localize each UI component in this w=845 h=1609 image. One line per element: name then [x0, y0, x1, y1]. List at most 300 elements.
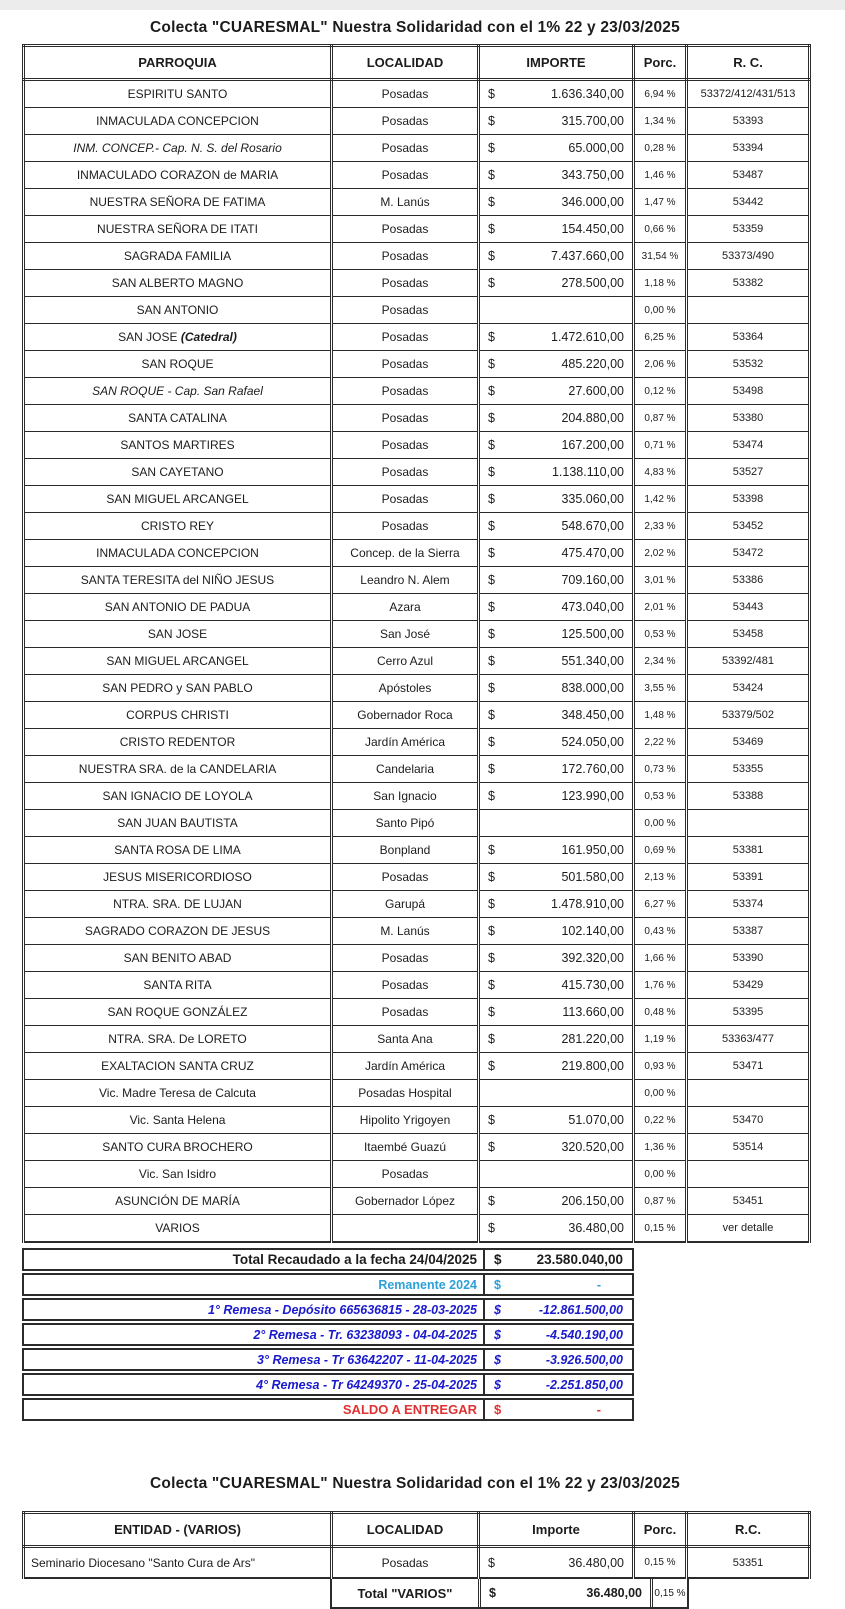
currency-symbol: $ [494, 1327, 501, 1342]
cell-porc: 3,55 % [634, 675, 687, 702]
currency-symbol: $ [494, 1352, 501, 1367]
summary-label: 3° Remesa - Tr 63642207 - 11-04-2025 [24, 1350, 485, 1369]
summary-row [22, 1373, 634, 1396]
amount-value: 278.500,00 [561, 276, 624, 290]
col-header-rc: R. C. [687, 46, 810, 80]
cell-localidad: Posadas [332, 162, 479, 189]
cell-localidad: Posadas [332, 864, 479, 891]
cell-porc: 2,06 % [634, 351, 687, 378]
currency-symbol: $ [488, 411, 495, 425]
cell-localidad: Leandro N. Alem [332, 567, 479, 594]
cell-rc: 53363/477 [687, 1026, 810, 1053]
summary-label: 1° Remesa - Depósito 665636815 - 28-03-2025 [24, 1300, 485, 1319]
cell-parroquia: SAN ROQUE - Cap. San Rafael [24, 378, 332, 405]
cell-localidad: Posadas [332, 432, 479, 459]
col-header-entidad: ENTIDAD - (VARIOS) [24, 1513, 332, 1547]
cell-localidad: Itaembé Guazú [332, 1134, 479, 1161]
summary-label: SALDO A ENTREGAR [24, 1400, 485, 1419]
cell-importe [479, 1215, 634, 1243]
cell-porc: 1,47 % [634, 189, 687, 216]
cell-rc: 53398 [687, 486, 810, 513]
currency-symbol: $ [488, 789, 495, 803]
cell-parroquia: SAGRADO CORAZON DE JESUS [24, 918, 332, 945]
table-row [24, 756, 810, 783]
table-row [24, 1215, 810, 1243]
currency-symbol: $ [489, 1586, 496, 1600]
cell-importe [479, 891, 634, 918]
currency-symbol: $ [488, 843, 495, 857]
cell-rc: 53364 [687, 324, 810, 351]
amount-value: 36.480,00 [568, 1555, 624, 1570]
summary-label: 4° Remesa - Tr 64249370 - 25-04-2025 [24, 1375, 485, 1394]
cell-importe [479, 540, 634, 567]
col-header-rc: R.C. [687, 1513, 810, 1547]
cell-rc: 53532 [687, 351, 810, 378]
cell-porc: 0,00 % [634, 297, 687, 324]
cell-importe [479, 567, 634, 594]
cell-porc: 0,00 % [634, 1080, 687, 1107]
cell-porc: 1,66 % [634, 945, 687, 972]
main-table [22, 44, 811, 1243]
cell-rc [687, 297, 810, 324]
currency-symbol: $ [488, 627, 495, 641]
summary-row [22, 1248, 634, 1271]
cell-localidad: Posadas [332, 324, 479, 351]
cell-porc: 0,28 % [634, 135, 687, 162]
cell-importe [479, 108, 634, 135]
amount-value: 167.200,00 [561, 438, 624, 452]
table-row [24, 540, 810, 567]
cell-localidad: Posadas [332, 1547, 479, 1579]
cell-importe [479, 1080, 634, 1107]
cell-porc: 1,18 % [634, 270, 687, 297]
cell-rc: 53498 [687, 378, 810, 405]
table-row [24, 135, 810, 162]
cell-parroquia: NUESTRA SEÑORA DE FATIMA [24, 189, 332, 216]
cell-importe [479, 594, 634, 621]
cell-importe [479, 675, 634, 702]
currency-symbol: $ [494, 1277, 501, 1292]
cell-importe [479, 513, 634, 540]
currency-symbol: $ [488, 195, 495, 209]
currency-symbol: $ [488, 141, 495, 155]
cell-parroquia: NUESTRA SEÑORA DE ITATI [24, 216, 332, 243]
cell-localidad: Santa Ana [332, 1026, 479, 1053]
cell-parroquia: SAN JUAN BAUTISTA [24, 810, 332, 837]
cell-importe [479, 864, 634, 891]
amount-value: 485.220,00 [561, 357, 624, 371]
summary-label: 2° Remesa - Tr. 63238093 - 04-04-2025 [24, 1325, 485, 1344]
cell-rc: 53514 [687, 1134, 810, 1161]
cell-localidad: Posadas [332, 378, 479, 405]
col-header-porc: Porc. [634, 1513, 687, 1547]
cell-localidad: Posadas [332, 297, 479, 324]
scan-top-strip [0, 0, 845, 10]
cell-parroquia: SANTA ROSA DE LIMA [24, 837, 332, 864]
amount-value: 23.580.040,00 [536, 1252, 623, 1267]
cell-importe [479, 270, 634, 297]
cell-porc: 6,27 % [634, 891, 687, 918]
varios-section [22, 1511, 845, 1609]
currency-symbol: $ [488, 492, 495, 506]
varios-total-importe [481, 1579, 653, 1607]
cell-localidad: Posadas Hospital [332, 1080, 479, 1107]
cell-rc: 53394 [687, 135, 810, 162]
amount-value: 125.500,00 [561, 627, 624, 641]
currency-symbol: $ [488, 87, 495, 101]
cell-localidad: Azara [332, 594, 479, 621]
cell-importe [479, 135, 634, 162]
amount-value: 1.636.340,00 [551, 87, 624, 101]
cell-porc: 1,42 % [634, 486, 687, 513]
amount-value: 392.320,00 [561, 951, 624, 965]
amount-value: 113.660,00 [562, 1005, 624, 1019]
cell-localidad: M. Lanús [332, 918, 479, 945]
cell-porc: 1,19 % [634, 1026, 687, 1053]
table-row [24, 405, 810, 432]
currency-symbol: $ [488, 1059, 495, 1073]
table-row [24, 324, 810, 351]
cell-importe [479, 1026, 634, 1053]
currency-symbol: $ [488, 1555, 495, 1570]
table-row [24, 270, 810, 297]
cell-rc: 53387 [687, 918, 810, 945]
table-row [24, 945, 810, 972]
cell-porc: 0,00 % [634, 1161, 687, 1188]
col-header-importe: IMPORTE [479, 46, 634, 80]
col-header-porc: Porc. [634, 46, 687, 80]
table-row [24, 351, 810, 378]
table-row [24, 999, 810, 1026]
cell-parroquia: CRISTO REY [24, 513, 332, 540]
col-header-localidad: LOCALIDAD [332, 1513, 479, 1547]
cell-parroquia: ESPIRITU SANTO [24, 80, 332, 108]
currency-symbol: $ [488, 735, 495, 749]
currency-symbol: $ [494, 1302, 501, 1317]
cell-localidad: San José [332, 621, 479, 648]
cell-rc: 53451 [687, 1188, 810, 1215]
cell-rc: 53380 [687, 405, 810, 432]
cell-porc: 4,83 % [634, 459, 687, 486]
cell-rc: ver detalle [687, 1215, 810, 1243]
cell-localidad: Posadas [332, 270, 479, 297]
amount-value: 1.138.110,00 [551, 465, 624, 479]
cell-parroquia: SAN ANTONIO DE PADUA [24, 594, 332, 621]
varios-total-row [330, 1579, 689, 1609]
cell-parroquia: ASUNCIÓN DE MARÍA [24, 1188, 332, 1215]
cell-importe [479, 324, 634, 351]
cell-localidad: Jardín América [332, 1053, 479, 1080]
cell-localidad: M. Lanús [332, 189, 479, 216]
currency-symbol: $ [488, 870, 495, 884]
currency-symbol: $ [488, 519, 495, 533]
amount-value: 348.450,00 [561, 708, 624, 722]
amount-value: 473.040,00 [561, 600, 624, 614]
amount-value: -3.926.500,00 [545, 1352, 623, 1367]
cell-importe [479, 918, 634, 945]
currency-symbol: $ [488, 951, 495, 965]
cell-localidad: Concep. de la Sierra [332, 540, 479, 567]
cell-importe [479, 405, 634, 432]
cell-importe [479, 243, 634, 270]
cell-rc: 53392/481 [687, 648, 810, 675]
page-title: Colecta "CUARESMAL" Nuestra Solidaridad con el 1% 22 y 23/03/2025 [150, 19, 680, 36]
table-row [24, 1053, 810, 1080]
table-row [24, 459, 810, 486]
currency-symbol: $ [488, 438, 495, 452]
cell-rc [687, 1080, 810, 1107]
cell-localidad: Posadas [332, 459, 479, 486]
cell-localidad: San Ignacio [332, 783, 479, 810]
amount-value: 315.700,00 [561, 114, 624, 128]
amount-value: -12.861.500,00 [538, 1302, 623, 1317]
table-row [24, 648, 810, 675]
cell-parroquia: CORPUS CHRISTI [24, 702, 332, 729]
amount-value: 219.800,00 [561, 1059, 624, 1073]
cell-porc: 2,01 % [634, 594, 687, 621]
cell-importe [479, 1547, 634, 1579]
amount-value: 475.470,00 [561, 546, 624, 560]
cell-localidad: Posadas [332, 999, 479, 1026]
currency-symbol: $ [488, 249, 495, 263]
amount-value: 161.950,00 [561, 843, 624, 857]
summary-value [485, 1300, 632, 1319]
summary-value [485, 1325, 632, 1344]
cell-porc: 0,22 % [634, 1107, 687, 1134]
currency-symbol: $ [488, 1194, 495, 1208]
cell-rc: 53386 [687, 567, 810, 594]
amount-value: 709.160,00 [561, 573, 624, 587]
currency-symbol: $ [488, 276, 495, 290]
cell-parroquia: SAN JOSE [24, 621, 332, 648]
cell-importe [479, 1161, 634, 1188]
cell-porc: 0,93 % [634, 1053, 687, 1080]
table-row [24, 972, 810, 999]
cell-parroquia: SAN MIGUEL ARCANGEL [24, 648, 332, 675]
summary-value [485, 1350, 632, 1369]
summary-section [22, 1248, 634, 1421]
currency-symbol: $ [488, 978, 495, 992]
cell-parroquia: SANTO CURA BROCHERO [24, 1134, 332, 1161]
cell-localidad: Candelaria [332, 756, 479, 783]
varios-table [22, 1511, 811, 1579]
currency-symbol: $ [488, 1140, 495, 1154]
cell-rc: 53442 [687, 189, 810, 216]
table-row [24, 162, 810, 189]
cell-localidad: Cerro Azul [332, 648, 479, 675]
currency-symbol: $ [488, 1005, 495, 1019]
amount-value: 501.580,00 [561, 870, 624, 884]
cell-parroquia: SAN MIGUEL ARCANGEL [24, 486, 332, 513]
cell-localidad: Apóstoles [332, 675, 479, 702]
cell-importe [479, 945, 634, 972]
amount-value: 415.730,00 [561, 978, 624, 992]
cell-parroquia: NUESTRA SRA. de la CANDELARIA [24, 756, 332, 783]
currency-symbol: $ [488, 924, 495, 938]
amount-value: 123.990,00 [561, 789, 624, 803]
cell-importe [479, 1107, 634, 1134]
varios-total-amount: 36.480,00 [586, 1586, 642, 1600]
table-row [24, 1080, 810, 1107]
cell-parroquia: VARIOS [24, 1215, 332, 1243]
table-row [24, 621, 810, 648]
amount-value: 335.060,00 [561, 492, 624, 506]
cell-localidad [332, 1215, 479, 1243]
cell-porc: 0,15 % [634, 1547, 687, 1579]
cell-porc: 2,33 % [634, 513, 687, 540]
cell-localidad: Posadas [332, 108, 479, 135]
cell-rc: 53373/490 [687, 243, 810, 270]
table-row [24, 189, 810, 216]
cell-parroquia: SANTA RITA [24, 972, 332, 999]
cell-importe [479, 486, 634, 513]
amount-value: 548.670,00 [561, 519, 624, 533]
amount-value: 172.760,00 [561, 762, 624, 776]
parroquia-suffix: (Catedral) [177, 330, 237, 344]
cell-porc: 0,00 % [634, 810, 687, 837]
cell-porc: 0,53 % [634, 783, 687, 810]
cell-parroquia: SANTA CATALINA [24, 405, 332, 432]
cell-importe [479, 810, 634, 837]
cell-importe [479, 729, 634, 756]
currency-symbol: $ [488, 465, 495, 479]
amount-value: 346.000,00 [561, 195, 624, 209]
cell-parroquia: NTRA. SRA. DE LUJAN [24, 891, 332, 918]
currency-symbol: $ [488, 330, 495, 344]
cell-rc [687, 1161, 810, 1188]
table-row [24, 432, 810, 459]
col-header-parroquia: PARROQUIA [24, 46, 332, 80]
summary-value [485, 1275, 632, 1294]
cell-parroquia: NTRA. SRA. De LORETO [24, 1026, 332, 1053]
currency-symbol: $ [488, 384, 495, 398]
currency-symbol: $ [488, 897, 495, 911]
cell-parroquia: SAN CAYETANO [24, 459, 332, 486]
cell-parroquia: INM. CONCEP.- Cap. N. S. del Rosario [24, 135, 332, 162]
cell-importe [479, 162, 634, 189]
cell-parroquia: JESUS MISERICORDIOSO [24, 864, 332, 891]
cell-localidad: Santo Pipó [332, 810, 479, 837]
currency-symbol: $ [488, 1221, 495, 1235]
cell-porc: 0,71 % [634, 432, 687, 459]
cell-porc: 6,25 % [634, 324, 687, 351]
cell-porc: 0,53 % [634, 621, 687, 648]
cell-localidad: Garupá [332, 891, 479, 918]
amount-value: 1.472.610,00 [551, 330, 624, 344]
currency-symbol: $ [494, 1252, 502, 1267]
table-row [24, 702, 810, 729]
table-row [24, 810, 810, 837]
summary-label: Remanente 2024 [24, 1275, 485, 1294]
cell-rc: 53443 [687, 594, 810, 621]
cell-parroquia: INMACULADO CORAZON de MARIA [24, 162, 332, 189]
table-row [24, 513, 810, 540]
cell-rc: 53359 [687, 216, 810, 243]
cell-porc: 31,54 % [634, 243, 687, 270]
col-header-importe: Importe [479, 1513, 634, 1547]
cell-porc: 2,13 % [634, 864, 687, 891]
table-row [24, 108, 810, 135]
cell-parroquia: SAN ROQUE [24, 351, 332, 378]
cell-localidad: Posadas [332, 135, 479, 162]
cell-rc: 53391 [687, 864, 810, 891]
table-row [24, 594, 810, 621]
cell-porc: 2,34 % [634, 648, 687, 675]
table-row [24, 567, 810, 594]
currency-symbol: $ [488, 546, 495, 560]
document-page [0, 19, 845, 1609]
cell-parroquia: SANTOS MARTIRES [24, 432, 332, 459]
cell-parroquia: SAN PEDRO y SAN PABLO [24, 675, 332, 702]
currency-symbol: $ [488, 1032, 495, 1046]
cell-rc: 53381 [687, 837, 810, 864]
cell-importe [479, 999, 634, 1026]
cell-parroquia: INMACULADA CONCEPCION [24, 108, 332, 135]
cell-porc: 2,22 % [634, 729, 687, 756]
table-row [24, 243, 810, 270]
cell-porc: 0,15 % [634, 1215, 687, 1243]
cell-parroquia: INMACULADA CONCEPCION [24, 540, 332, 567]
amount-value: 36.480,00 [568, 1221, 624, 1235]
cell-localidad: Posadas [332, 972, 479, 999]
table-row [24, 1026, 810, 1053]
cell-rc: 53469 [687, 729, 810, 756]
cell-rc: 53452 [687, 513, 810, 540]
amount-value: - [596, 1277, 601, 1292]
cell-porc: 3,01 % [634, 567, 687, 594]
cell-rc: 53527 [687, 459, 810, 486]
cell-parroquia: SAN IGNACIO DE LOYOLA [24, 783, 332, 810]
cell-porc: 0,12 % [634, 378, 687, 405]
cell-importe [479, 80, 634, 108]
cell-parroquia: SAGRADA FAMILIA [24, 243, 332, 270]
varios-total-label: Total "VARIOS" [332, 1579, 481, 1607]
currency-symbol: $ [494, 1377, 501, 1392]
currency-symbol: $ [488, 222, 495, 236]
table-row [24, 1188, 810, 1215]
currency-symbol: $ [488, 357, 495, 371]
cell-importe [479, 837, 634, 864]
cell-rc: 53374 [687, 891, 810, 918]
cell-importe [479, 1134, 634, 1161]
cell-parroquia: SANTA TERESITA del NIÑO JESUS [24, 567, 332, 594]
cell-porc: 6,94 % [634, 80, 687, 108]
cell-parroquia: EXALTACION SANTA CRUZ [24, 1053, 332, 1080]
cell-rc: 53424 [687, 675, 810, 702]
cell-localidad: Posadas [332, 80, 479, 108]
cell-importe [479, 432, 634, 459]
amount-value: -2.251.850,00 [545, 1377, 623, 1392]
table-row [24, 1107, 810, 1134]
amount-value: 206.150,00 [561, 1194, 624, 1208]
table-row [24, 1134, 810, 1161]
cell-localidad: Posadas [332, 486, 479, 513]
cell-localidad: Gobernador Roca [332, 702, 479, 729]
cell-porc: 1,34 % [634, 108, 687, 135]
cell-parroquia: SAN ROQUE GONZÁLEZ [24, 999, 332, 1026]
amount-value: -4.540.190,00 [545, 1327, 623, 1342]
summary-value [485, 1400, 632, 1419]
amount-value: 65.000,00 [568, 141, 624, 155]
cell-importe [479, 1188, 634, 1215]
amount-value: 524.050,00 [561, 735, 624, 749]
cell-importe [479, 459, 634, 486]
cell-importe [479, 783, 634, 810]
currency-symbol: $ [488, 1113, 495, 1127]
amount-value: 102.140,00 [561, 924, 624, 938]
cell-rc: 53458 [687, 621, 810, 648]
cell-parroquia: SAN JOSE (Catedral) [24, 324, 332, 351]
